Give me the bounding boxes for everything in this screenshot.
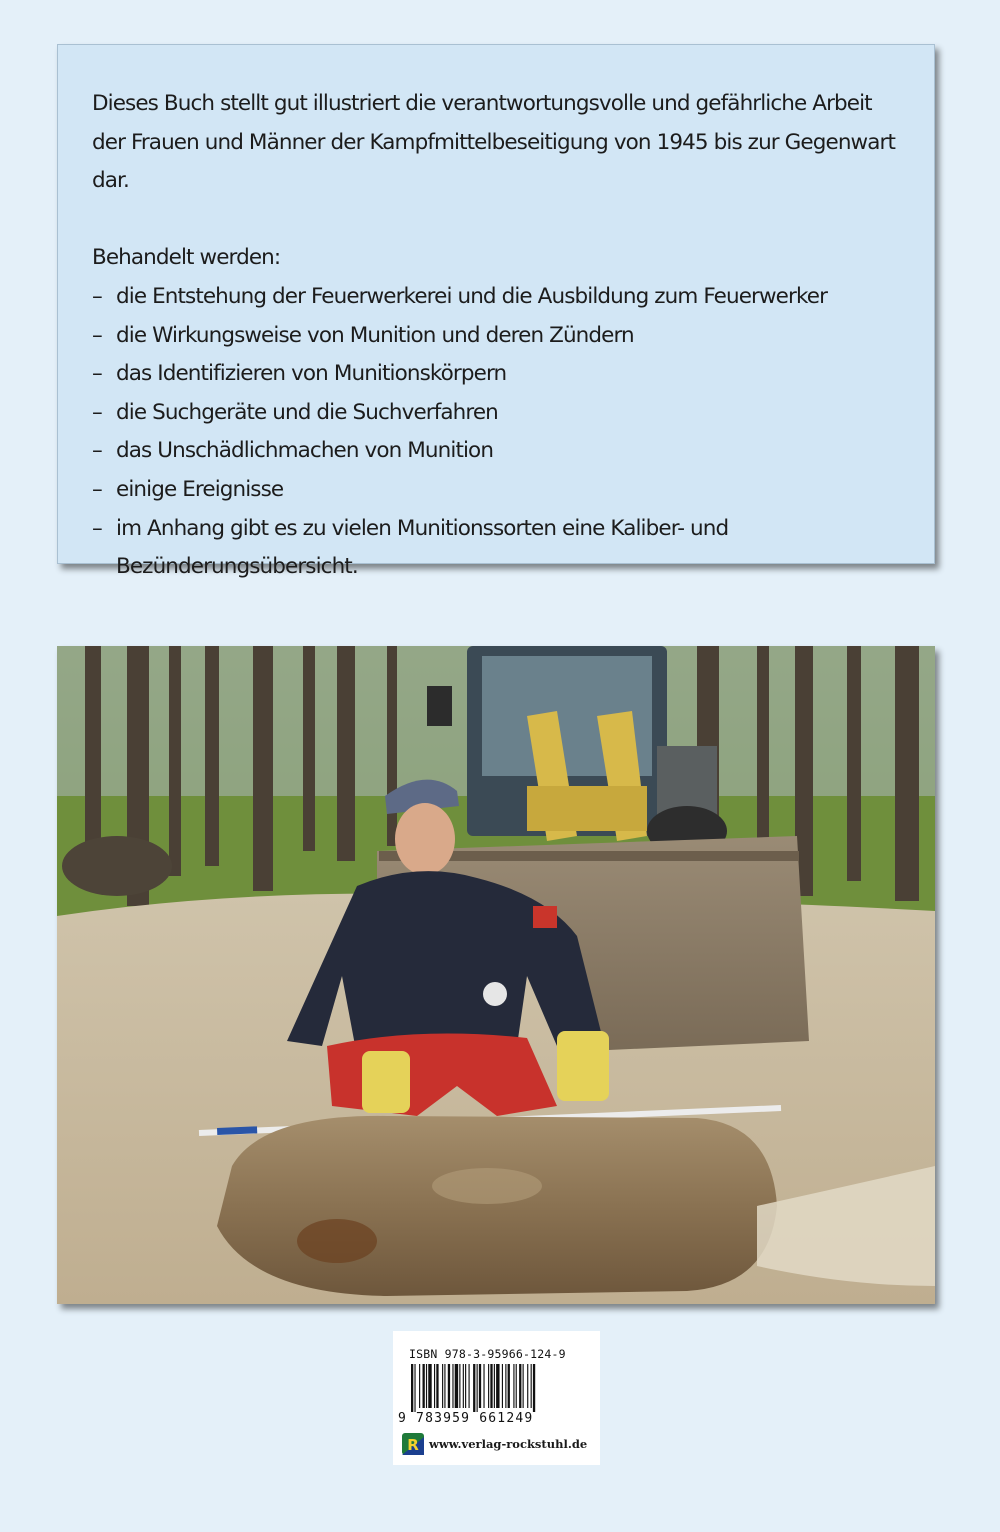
list-item-text: das Unschädlichmachen von Munition xyxy=(116,438,494,464)
barcode-bar xyxy=(469,1364,470,1408)
barcode-bar xyxy=(426,1364,427,1408)
isbn-barcode xyxy=(411,1364,582,1412)
barcode-bar xyxy=(490,1364,492,1408)
barcode-bar xyxy=(527,1364,528,1408)
cover-photo xyxy=(57,646,935,1304)
list-item xyxy=(92,471,898,510)
barcode-bar xyxy=(459,1364,460,1408)
barcode-bar xyxy=(523,1364,524,1408)
barcode-bar xyxy=(428,1364,431,1408)
barcode-bar xyxy=(414,1364,415,1412)
list-item xyxy=(92,510,898,587)
barcode-panel xyxy=(393,1331,600,1465)
isbn-label: ISBN 978-3-95966-124-9 xyxy=(409,1347,566,1361)
barcode-bar xyxy=(463,1364,464,1408)
barcode-bar xyxy=(411,1364,413,1412)
barcode-bar xyxy=(502,1364,503,1408)
aerial-bomb xyxy=(217,1116,777,1296)
barcode-digits: 9 783959 661249 xyxy=(398,1411,534,1426)
debris-pile xyxy=(62,836,172,896)
list-dash: – xyxy=(92,283,102,309)
barcode-bar xyxy=(419,1364,420,1408)
list-dash: – xyxy=(92,438,102,464)
list-item xyxy=(92,317,898,356)
barcode-bar xyxy=(508,1364,510,1408)
list-item xyxy=(92,394,898,433)
list-dash: – xyxy=(92,322,102,348)
photo-illustration xyxy=(57,646,935,1304)
barcode-bar xyxy=(434,1364,435,1408)
list-heading: Behandelt werden: xyxy=(92,245,281,271)
barcode-bar xyxy=(505,1364,506,1408)
barcode-bar xyxy=(519,1364,521,1408)
list-dash: – xyxy=(92,515,102,541)
topic-list xyxy=(92,278,898,587)
barcode-bar xyxy=(494,1364,495,1408)
barcode-bar xyxy=(513,1364,514,1408)
list-item-text: die Wirkungsweise von Munition und deren Zündern xyxy=(116,322,634,348)
publisher-logo-icon xyxy=(402,1433,424,1455)
barcode-bar xyxy=(473,1364,475,1412)
barcode-bar xyxy=(442,1364,443,1408)
intro-paragraph: Dieses Buch stellt gut illustriert die verantwortungsvolle und gefährliche Arbeit der Frauen und Männer der Kampfmittelbeseitigung von 1945 bis zur Gegenwart dar. xyxy=(92,91,895,194)
list-dash: – xyxy=(92,476,102,502)
barcode-bar xyxy=(455,1364,458,1408)
list-item xyxy=(92,432,898,471)
barcode-bar xyxy=(479,1364,481,1408)
barcode-bar xyxy=(516,1364,517,1408)
publisher-url: www.verlag-rockstuhl.de xyxy=(429,1437,588,1451)
list-dash: – xyxy=(92,399,102,425)
list-item-text: das Identifizieren von Munitionskörpern xyxy=(116,361,507,387)
barcode-bar xyxy=(444,1364,445,1408)
barcode-bar xyxy=(477,1364,478,1412)
barcode-bar xyxy=(465,1364,466,1408)
barcode-bar xyxy=(483,1364,484,1408)
publisher-logo-letter: R xyxy=(407,1436,419,1454)
barcode-bar xyxy=(436,1364,438,1408)
list-item-text: die Entstehung der Feuerwerkerei und die Ausbildung zum Feuerwerker xyxy=(116,283,828,309)
list-item-text: im Anhang gibt es zu vielen Munitionssorten eine Kaliber- und Bezünderungsübersicht. xyxy=(116,515,729,580)
barcode-bar xyxy=(533,1364,535,1412)
list-item xyxy=(92,278,898,317)
barcode-bar xyxy=(531,1364,532,1408)
list-item xyxy=(92,355,898,394)
description-box xyxy=(57,44,935,580)
list-item-text: die Suchgeräte und die Suchverfahren xyxy=(116,399,498,425)
list-item-text: einige Ereignisse xyxy=(116,476,284,502)
barcode-bar xyxy=(448,1364,450,1408)
barcode-bar xyxy=(496,1364,499,1408)
barcode-bar xyxy=(452,1364,453,1408)
barcode-bar xyxy=(488,1364,489,1408)
barcode-bar xyxy=(423,1364,425,1408)
list-dash: – xyxy=(92,361,102,387)
publisher xyxy=(402,1433,587,1455)
